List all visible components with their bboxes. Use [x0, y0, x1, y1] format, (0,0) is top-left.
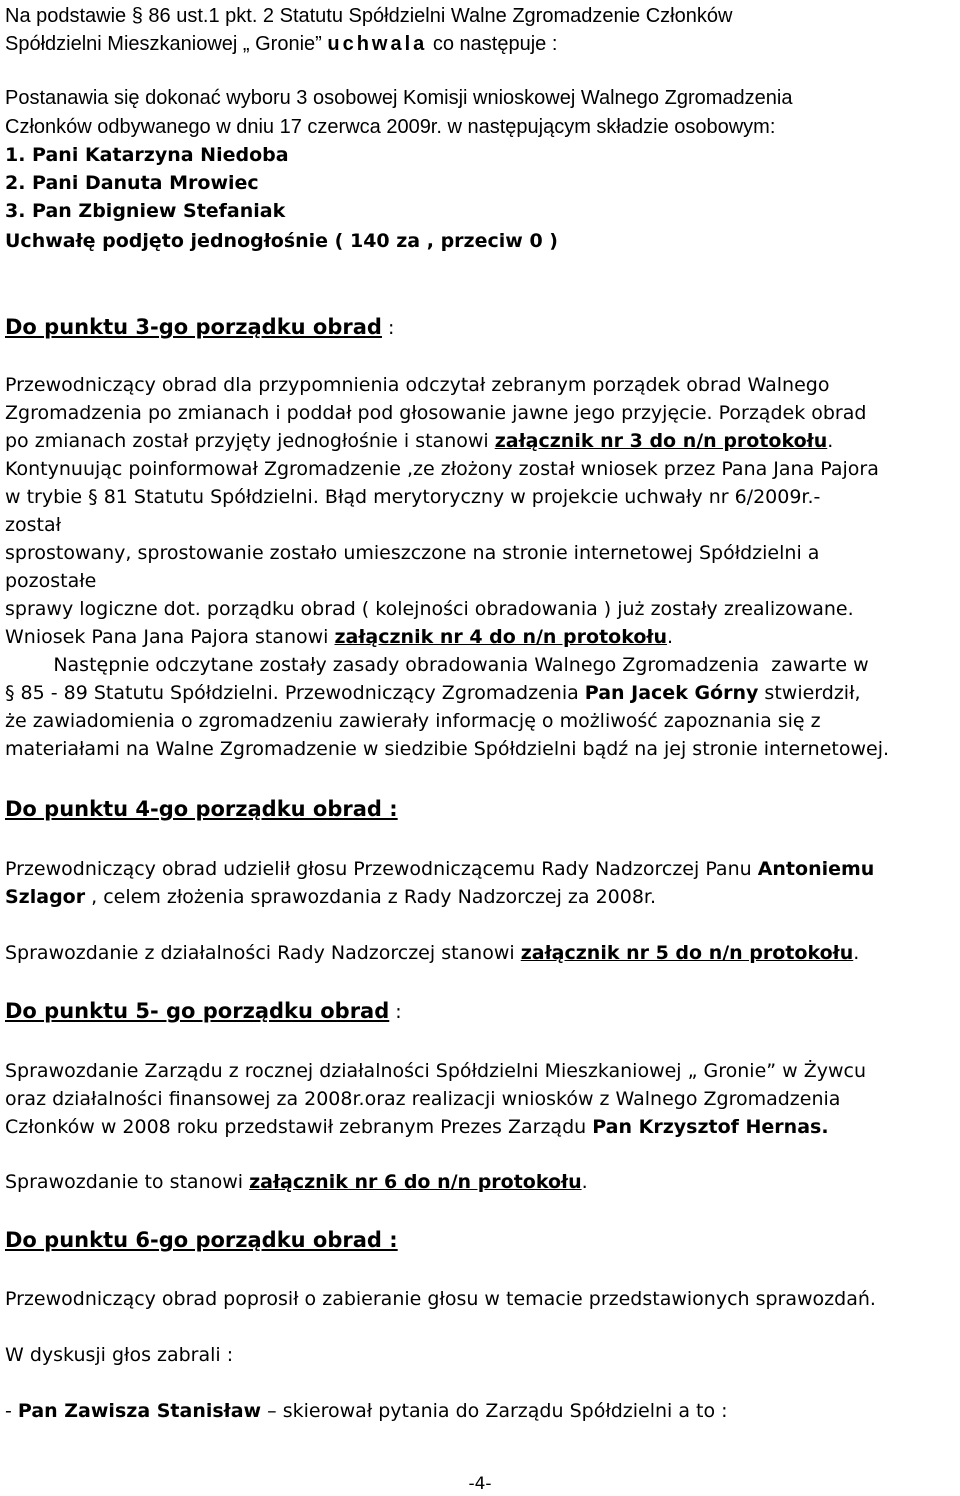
- p5-line-3: [5, 1113, 829, 1141]
- p5-line-4: [5, 1168, 588, 1196]
- section-heading-6: Do punktu 6-go porządku obrad :: [5, 1228, 398, 1252]
- member-3: 3. Pan Zbigniew Stefaniak: [5, 200, 286, 222]
- attachment-6-ref: załącznik nr 6 do n/n protokołu: [249, 1171, 582, 1193]
- p3-line-3-text: po zmianach został przyjęty jednogłośnie i stanowi: [5, 430, 495, 452]
- p3-line-12: [5, 679, 861, 707]
- intro-line-2: [5, 30, 557, 58]
- member-2: 2. Pani Danuta Mrowiec: [5, 172, 259, 194]
- p3-line-6: został: [5, 514, 61, 536]
- heading-5-text: Do punktu 5- go porządku obrad: [5, 999, 390, 1023]
- p6-line-3: [5, 1397, 728, 1425]
- p3-line-4: Kontynuując poinformował Zgromadzenie ,ze złożony został wniosek przez Pana Jana Pajora: [5, 458, 879, 480]
- resolution-result: Uchwałę podjęto jednogłośnie ( 140 za , przeciw 0 ): [5, 230, 558, 252]
- intro-line-3: Postanawia się dokonać wyboru 3 osobowej Komisji wnioskowej Walnego Zgromadzenia: [5, 87, 793, 109]
- intro-line-2a: Spółdzielni Mieszkaniowej „ Gronie”: [5, 33, 328, 55]
- board-chair-firstname: Antoniemu: [757, 858, 875, 880]
- p3-line-1: Przewodniczący obrad dla przypomnienia odczytał zebranym porządek obrad Walnego: [5, 374, 830, 396]
- p3-line-12-text: § 85 - 89 Statutu Spółdzielni. Przewodniczący Zgromadzenia: [5, 682, 585, 704]
- p4-line-2-text: , celem złożenia sprawozdania z Rady Nadzorczej za 2008r.: [85, 886, 657, 908]
- p3-line-13: że zawiadomienia o zgromadzeniu zawierały informację o możliwość zapoznania się z: [5, 710, 821, 732]
- intro-line-4: Członków odbywanego w dniu 17 czerwca 2009r. w następującym składzie osobowym:: [5, 116, 776, 138]
- p6-line-3-text: – skierował pytania do Zarządu Spółdzielni a to :: [261, 1400, 728, 1422]
- p3-line-11: Następnie odczytane zostały zasady obradowania Walnego Zgromadzenia zawarte w: [5, 654, 869, 676]
- p4-line-3: [5, 939, 859, 967]
- p3-line-10: [5, 623, 673, 651]
- board-chair-surname: Szlagor: [5, 886, 86, 908]
- section-heading-3: [5, 313, 394, 342]
- p4-line-1: [5, 855, 874, 883]
- p4-line-2: [5, 883, 656, 911]
- president-name: Pan Krzysztof Hernas.: [592, 1116, 829, 1138]
- p3-line-2: Zgromadzenia po zmianach i poddał pod głosowanie jawne jego przyjęcie. Porządek obrad: [5, 402, 867, 424]
- p5-line-2: oraz działalności finansowej za 2008r.oraz realizacji wniosków z Walnego Zgromadzenia: [5, 1088, 841, 1110]
- p3-line-9: sprawy logiczne dot. porządku obrad ( kolejności obradowania ) już zostały zrealizowane.: [5, 598, 854, 620]
- p3-line-5: w trybie § 81 Statutu Spółdzielni. Błąd merytoryczny w projekcie uchwały nr 6/2009r.-: [5, 486, 821, 508]
- uchwala-word: uchwala: [327, 33, 428, 55]
- p5-line-1: Sprawozdanie Zarządu z rocznej działalności Spółdzielni Mieszkaniowej „ Gronie” w Żywcu: [5, 1060, 867, 1082]
- p3-line-3: [5, 427, 833, 455]
- p6-line-2: W dyskusji głos zabrali :: [5, 1344, 234, 1366]
- section-heading-4: Do punktu 4-go porządku obrad :: [5, 797, 398, 821]
- p3-line-10-text: Wniosek Pana Jana Pajora stanowi: [5, 626, 335, 648]
- p4-line-3-text: Sprawozdanie z działalności Rady Nadzorczej stanowi: [5, 942, 521, 964]
- section-heading-5: [5, 997, 402, 1026]
- speaker-name: Pan Zawisza Stanisław: [17, 1400, 262, 1422]
- heading-5-colon: :: [389, 1001, 402, 1023]
- p3-line-8: pozostałe: [5, 570, 97, 592]
- p3-line-10-period: .: [666, 626, 674, 648]
- p3-line-14: materiałami na Walne Zgromadzenie w siedzibie Spółdzielni bądź na jej stronie internetowej.: [5, 738, 890, 760]
- intro-line-2c: co następuje :: [427, 33, 558, 55]
- p3-line-7: sprostowany, sprostowanie zostało umieszczone na stronie internetowej Spółdzielni a: [5, 542, 820, 564]
- page-number: -4-: [468, 1474, 492, 1494]
- chairman-name: Pan Jacek Górny: [584, 682, 759, 704]
- member-1: 1. Pani Katarzyna Niedoba: [5, 144, 289, 166]
- p4-line-3-period: .: [853, 942, 860, 964]
- intro-line-1: Na podstawie § 86 ust.1 pkt. 2 Statutu Spółdzielni Walne Zgromadzenie Członków: [5, 5, 733, 27]
- heading-3-colon: :: [381, 317, 395, 339]
- p5-line-3-text: Członków w 2008 roku przedstawił zebranym Prezes Zarządu: [5, 1116, 593, 1138]
- attachment-4-ref: załącznik nr 4 do n/n protokołu: [334, 626, 667, 648]
- p5-line-4-period: .: [581, 1171, 588, 1193]
- p4-line-1-text: Przewodniczący obrad udzielił głosu Przewodniczącemu Rady Nadzorczej Panu: [5, 858, 758, 880]
- p5-line-4-text: Sprawozdanie to stanowi: [5, 1171, 250, 1193]
- p3-line-3-period: .: [827, 430, 834, 452]
- heading-3-text: Do punktu 3-go porządku obrad: [5, 315, 382, 339]
- attachment-5-ref: załącznik nr 5 do n/n protokołu: [520, 942, 854, 964]
- p3-line-12-end: stwierdził,: [758, 682, 861, 704]
- p6-line-3-dash: -: [5, 1400, 18, 1422]
- attachment-3-ref: załącznik nr 3 do n/n protokołu: [494, 430, 828, 452]
- p6-line-1: Przewodniczący obrad poprosił o zabieranie głosu w temacie przedstawionych sprawozdań.: [5, 1288, 876, 1310]
